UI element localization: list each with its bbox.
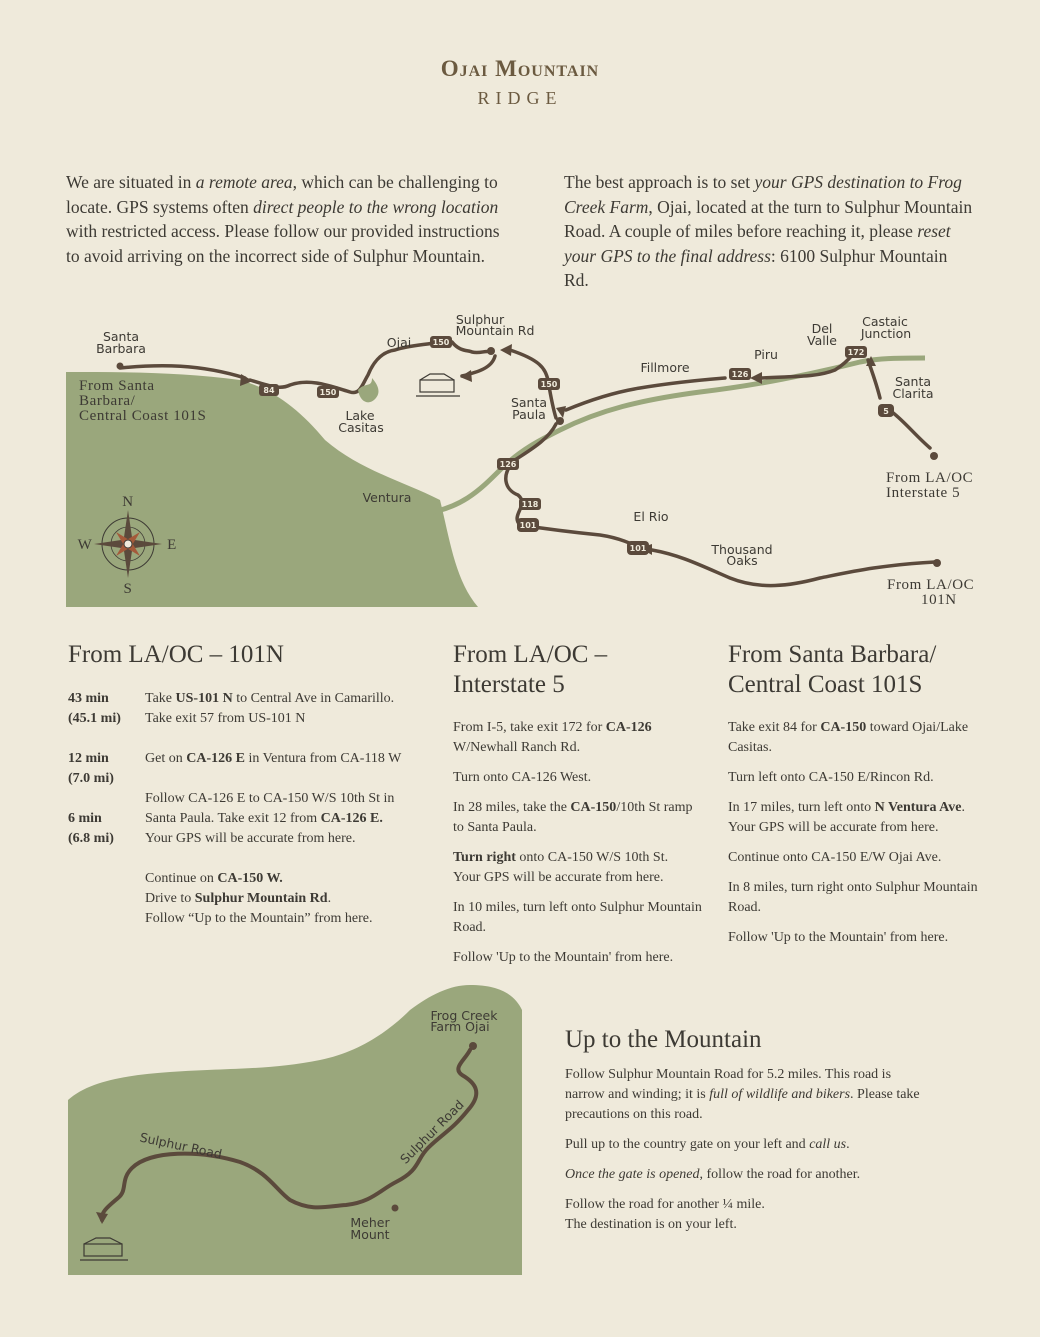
- shield-150-b: [430, 336, 452, 348]
- svg-text:N: N: [122, 494, 134, 510]
- shield-118: [519, 498, 541, 510]
- route-la101-times: 43 min (45.1 mi) 12 min (7.0 mi) 6 min (6.8 mi): [68, 691, 121, 846]
- route-la5-title-1: From LA/OC –: [453, 641, 608, 668]
- origin-la5-2: Interstate 5: [886, 485, 961, 501]
- origin-sb-2: Barbara/: [79, 393, 136, 409]
- route-sb: From Santa Barbara/ Central Coast 101S Take exit 84 for CA-150 toward Ojai/Lake Casitas. Turn left onto CA-150 E/Rincon Rd. In 17 miles, turn left onto N Ventura Ave. Your GPS will be accurate from here. Continue onto CA-150 E/W Ojai Ave. In 8 miles, turn right onto Sulphur Mountain Road. Follow 'Up to the Mountain' from here.: [728, 640, 998, 958]
- label-lake-casitas-1: Lake: [345, 408, 375, 423]
- shield-126-a: [729, 368, 751, 380]
- shield-101-b: [627, 541, 649, 555]
- mountain-map: [0, 980, 540, 1280]
- label-santa-barbara-2: Barbara: [96, 341, 146, 356]
- svg-text:172: 172: [847, 348, 865, 357]
- label-lake-casitas-2: Casitas: [338, 420, 384, 435]
- label-del-valle-1: Del: [811, 321, 833, 336]
- label-fillmore: Fillmore: [640, 360, 690, 375]
- origin-la101-1: From LA/OC: [887, 577, 975, 593]
- shield-126-b: [497, 458, 519, 470]
- route-la101-title: From LA/OC – 101N: [68, 641, 284, 668]
- label-ventura: Ventura: [362, 490, 412, 505]
- label-castaic-2: Junction: [860, 326, 912, 341]
- label-santa-clarita-2: Clarita: [892, 386, 934, 401]
- label-thousand-oaks-1: Thousand: [711, 542, 773, 557]
- route-la101-steps: Take US-101 N to Central Ave in Camarillo. Take exit 57 from US-101 N Get on CA-126 E in Ventura from CA-118 W Follow CA-126 E to CA-150 W/S 10th St in Santa Paula. Take exit 12 from CA-126 E. Your GPS will be accurate from here. Continue on CA-150 W. Drive to Sulphur Mountain Rd. Follow “Up to the Mountain” from here.: [145, 691, 402, 926]
- label-thousand-oaks-2: Oaks: [726, 553, 758, 568]
- label-santa-barbara-1: Santa: [102, 329, 140, 344]
- route-la5-title-2: Interstate 5: [453, 671, 565, 698]
- svg-text:S: S: [123, 581, 133, 597]
- route-sb-title-2: Central Coast 101S: [728, 671, 923, 698]
- brand-subtitle: RIDGE: [477, 88, 563, 108]
- svg-text:150: 150: [540, 380, 558, 389]
- svg-text:84: 84: [263, 386, 275, 395]
- origin-sb-3: Central Coast 101S: [79, 408, 207, 424]
- svg-text:118: 118: [521, 500, 539, 509]
- label-frog-1: Frog Creek: [430, 1008, 498, 1023]
- svg-text:126: 126: [499, 460, 517, 469]
- intro-left: We are situated in a remote area, which can be challenging to locate. GPS systems often direct people to the wrong location with restricted access. Please follow our provided instructions to avoid arriving on the incorrect side of Sulphur Mountain.: [66, 172, 500, 266]
- shield-5: [878, 404, 894, 417]
- svg-text:E: E: [167, 537, 177, 553]
- svg-text:101: 101: [629, 544, 647, 553]
- brand-title: Ojai Mountain: [440, 56, 600, 81]
- svg-text:150: 150: [319, 388, 337, 397]
- label-meher-1: Meher: [350, 1215, 390, 1230]
- origin-la5-1: From LA/OC: [886, 470, 974, 486]
- label-santa-clarita-1: Santa: [894, 374, 932, 389]
- label-del-valle-2: Valle: [807, 333, 837, 348]
- mountain-title: Up to the Mountain: [565, 1026, 762, 1053]
- label-santa-paula-2: Paula: [512, 407, 546, 422]
- mountain-section: Up to the Mountain Follow Sulphur Mountain Road for 5.2 miles. This road is narrow and winding; it is full of wildlife and bikers. Please take precautions on this road. Pull up to the country gate on your left and call us. Once the gate is opened, follow the road for another. Follow the road for another ¼ mile. The destination is on your left.: [565, 1025, 925, 1245]
- farmhouse-icon: [416, 374, 460, 396]
- label-frog-2: Farm Ojai: [430, 1019, 490, 1034]
- label-piru: Piru: [754, 347, 778, 362]
- label-sulphur-road-2: Sulphur Road: [396, 1096, 467, 1167]
- svg-text:101: 101: [519, 521, 537, 530]
- route-la101: [68, 640, 428, 670]
- lake-casitas-icon: [358, 378, 378, 402]
- shield-150-c: [538, 378, 560, 390]
- label-castaic-1: Castaic: [862, 314, 908, 329]
- svg-text:150: 150: [432, 338, 450, 347]
- shield-172: [845, 346, 867, 358]
- label-sulphur-mtn-2: Mountain Rd: [455, 323, 535, 338]
- shield-150-a: [317, 386, 339, 398]
- shield-101-a: [517, 518, 539, 532]
- intro-right: The best approach is to set your GPS destination to Frog Creek Farm, Ojai, located at the turn to Sulphur Mountain Road. A couple of miles before reaching it, please reset your GPS to the final address: 6100 Sulphur Mountain Rd.: [564, 172, 973, 291]
- origin-sb-1: From Santa: [79, 378, 155, 394]
- svg-text:W: W: [77, 537, 93, 553]
- svg-text:5: 5: [883, 407, 889, 416]
- svg-text:126: 126: [731, 370, 749, 379]
- origin-la101-2: 101N: [921, 592, 957, 608]
- route-sb-title-1: From Santa Barbara/: [728, 641, 937, 668]
- route-la5: From LA/OC – Interstate 5 From I-5, take exit 172 for CA-126 W/Newhall Ranch Rd. Turn onto CA-126 West. In 28 miles, take the CA-150/10th St ramp to Santa Paula. Turn right onto CA-150 W/S 10th St. Your GPS will be accurate from here. In 10 miles, turn left onto Sulphur Mountain Road. Follow 'Up to the Mountain' from here.: [453, 640, 713, 978]
- label-sulphur-mtn-1: Sulphur: [455, 312, 505, 327]
- label-santa-paula-1: Santa: [510, 395, 548, 410]
- label-meher-2: Mount: [350, 1227, 390, 1242]
- label-sulphur-road: Sulphur Road: [138, 1129, 224, 1162]
- shield-84: [259, 384, 279, 396]
- regional-map: [0, 300, 1040, 620]
- label-ojai: Ojai: [386, 335, 412, 350]
- label-el-rio: El Rio: [633, 509, 669, 524]
